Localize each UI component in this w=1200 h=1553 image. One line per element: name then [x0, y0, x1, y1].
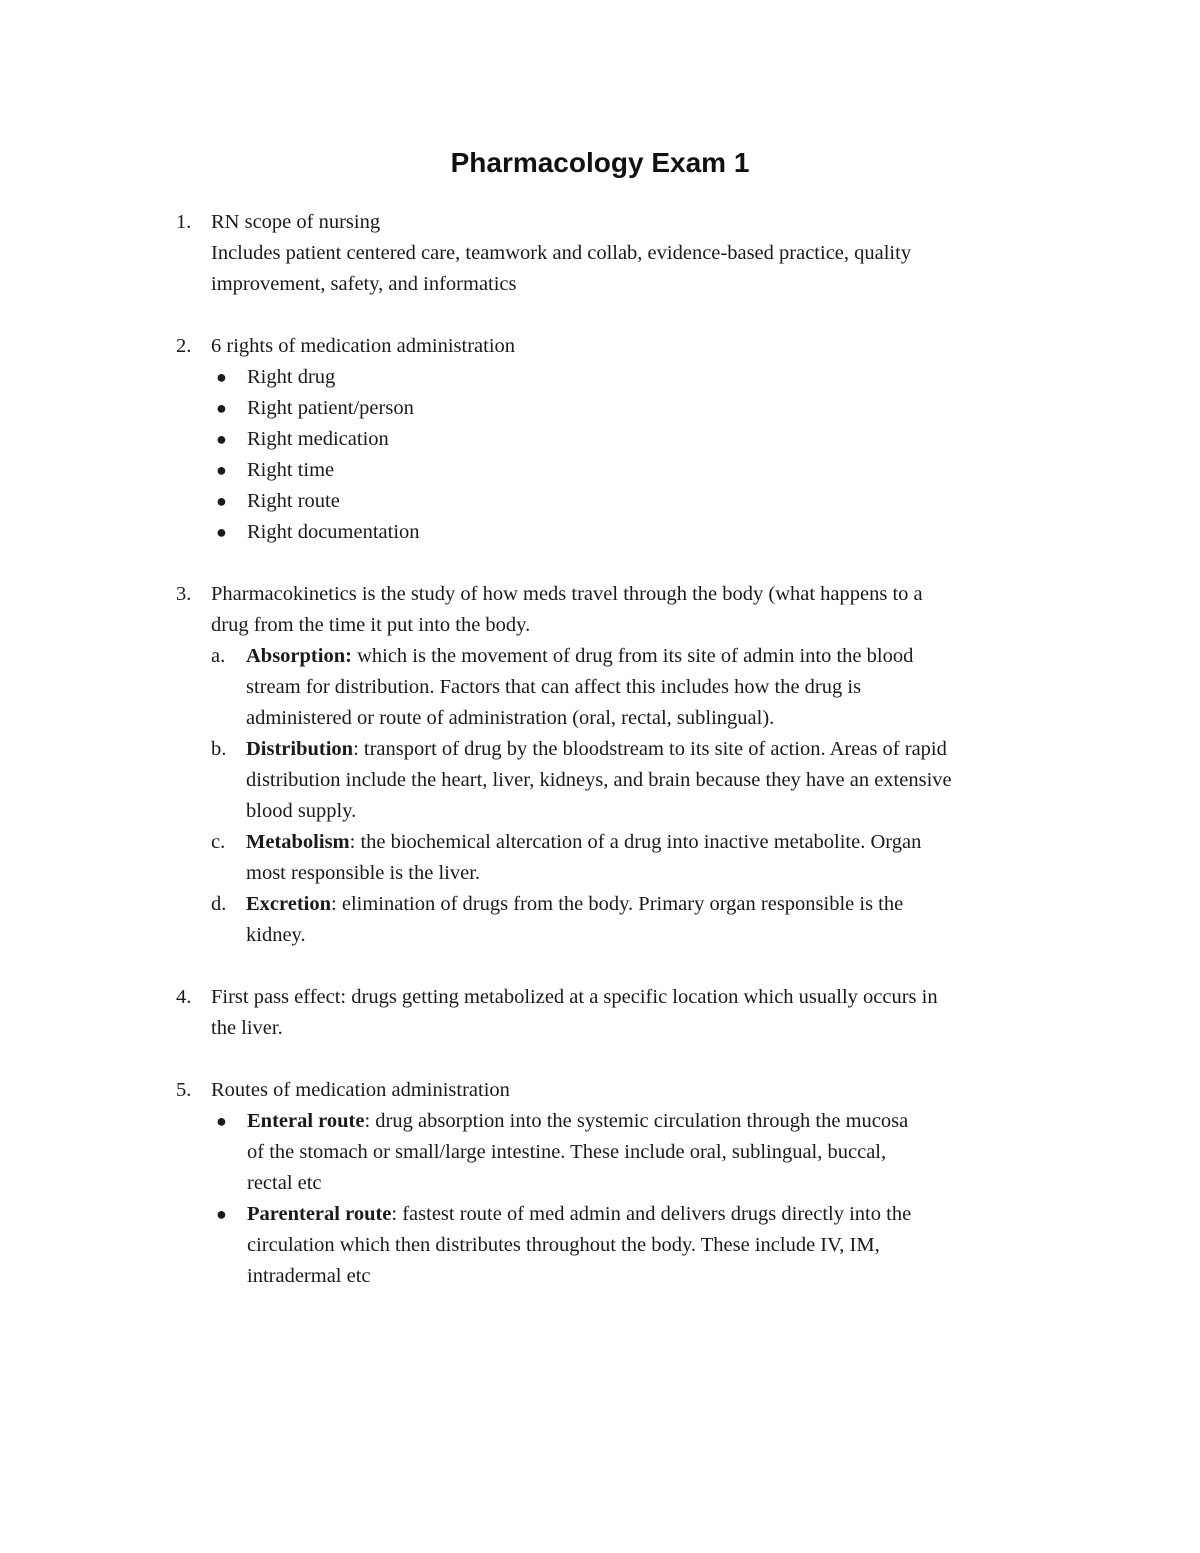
subitem-text-line: : elimination of drugs from the body. Primary organ responsible is the: [331, 893, 904, 915]
item-heading: RN scope of nursing: [211, 211, 381, 233]
document-title: Pharmacology Exam 1: [450, 147, 750, 178]
subitem-distribution: [211, 734, 1076, 827]
list-item-3: [176, 579, 1076, 951]
subitem-text-line: stream for distribution. Factors that can affect this includes how the drug is: [246, 676, 862, 698]
route-term: Parenteral route: [247, 1203, 392, 1225]
subitem-text-line: blood supply.: [246, 800, 357, 822]
list-item-1: [176, 207, 1076, 300]
subitem-letter: b.: [211, 738, 227, 760]
route-text-line: rectal etc: [247, 1172, 322, 1194]
subitem-text-line: : transport of drug by the bloodstream to its site of action. Areas of rapid: [353, 738, 947, 760]
rights-bullet-list: [211, 362, 1076, 548]
list-item-4: [176, 982, 1076, 1044]
bullet-icon: ●: [216, 367, 227, 387]
route-text-line: : drug absorption into the systemic circulation through the mucosa: [364, 1110, 909, 1132]
document-body: [176, 207, 1076, 1292]
item-text-line: Includes patient centered care, teamwork and collab, evidence-based practice, quality: [211, 242, 912, 264]
subitem-letter: a.: [211, 645, 226, 667]
item-heading: Routes of medication administration: [211, 1079, 510, 1101]
subitem-text-line: distribution include the heart, liver, kidneys, and brain because they have an extensive: [246, 769, 952, 791]
subitem-metabolism: [211, 827, 1076, 889]
bullet-icon: ●: [216, 1204, 227, 1224]
bullet-icon: ●: [216, 522, 227, 542]
subitem-text-line: which is the movement of drug from its site of admin into the blood: [357, 645, 914, 667]
subitem-letter: d.: [211, 893, 227, 915]
item-text-line: improvement, safety, and informatics: [211, 273, 517, 295]
bullet-icon: ●: [216, 491, 227, 511]
subitem-text-line: administered or route of administration (oral, rectal, sublingual).: [246, 707, 775, 729]
subitem-text-line: most responsible is the liver.: [246, 862, 481, 884]
item-number: 1.: [176, 211, 192, 233]
bullet-item: ● Right route: [176, 486, 1076, 517]
bullet-icon: ●: [216, 398, 227, 418]
subitem-absorption: [211, 641, 1076, 734]
item-text-line: Pharmacokinetics is the study of how meds travel through the body (what happens to a: [211, 583, 923, 605]
subitem-term: Excretion: [246, 893, 332, 915]
list-item-2: [176, 331, 1076, 548]
subitem-text-line: : the biochemical altercation of a drug into inactive metabolite. Organ: [349, 831, 922, 853]
subitem-excretion: [211, 889, 1076, 951]
route-text-line: intradermal etc: [247, 1265, 371, 1287]
subitem-term: Distribution: [246, 738, 354, 760]
bullet-item: ● Right patient/person: [176, 393, 1076, 424]
subitem-letter: c.: [211, 831, 226, 853]
bullet-icon: ●: [216, 1111, 227, 1131]
subitem-term: Metabolism: [246, 831, 350, 853]
item-text-line: drug from the time it put into the body.: [211, 614, 531, 636]
route-term: Enteral route: [247, 1110, 365, 1132]
route-text-line: circulation which then distributes throughout the body. These include IV, IM,: [247, 1234, 880, 1256]
bullet-item: ● Right medication: [176, 424, 1076, 455]
bullet-item-parenteral: [176, 1199, 1076, 1292]
bullet-icon: ●: [216, 429, 227, 449]
item-number: 3.: [176, 583, 192, 605]
route-text-line: : fastest route of med admin and delivers drugs directly into the: [391, 1203, 912, 1225]
bullet-icon: ●: [216, 460, 227, 480]
item-number: 4.: [176, 986, 192, 1008]
subitem-term: Absorption:: [246, 645, 352, 667]
subitem-text-line: kidney.: [246, 924, 306, 946]
routes-bullet-list: [211, 1106, 1076, 1292]
route-text-line: of the stomach or small/large intestine. These include oral, sublingual, buccal,: [247, 1141, 887, 1163]
bullet-item: ● Right drug: [176, 362, 1076, 393]
item-text-line: First pass effect: drugs getting metabolized at a specific location which usually occurs in: [211, 986, 938, 1008]
bullet-item: ● Right time: [176, 455, 1076, 486]
item-number: 5.: [176, 1079, 192, 1101]
bullet-item-enteral: [176, 1106, 1076, 1199]
list-item-5: [176, 1075, 1076, 1292]
item-text-line: the liver.: [211, 1017, 283, 1039]
item-heading: 6 rights of medication administration: [211, 335, 516, 357]
item-number: 2.: [176, 335, 192, 357]
bullet-item: ● Right documentation: [176, 517, 1076, 548]
